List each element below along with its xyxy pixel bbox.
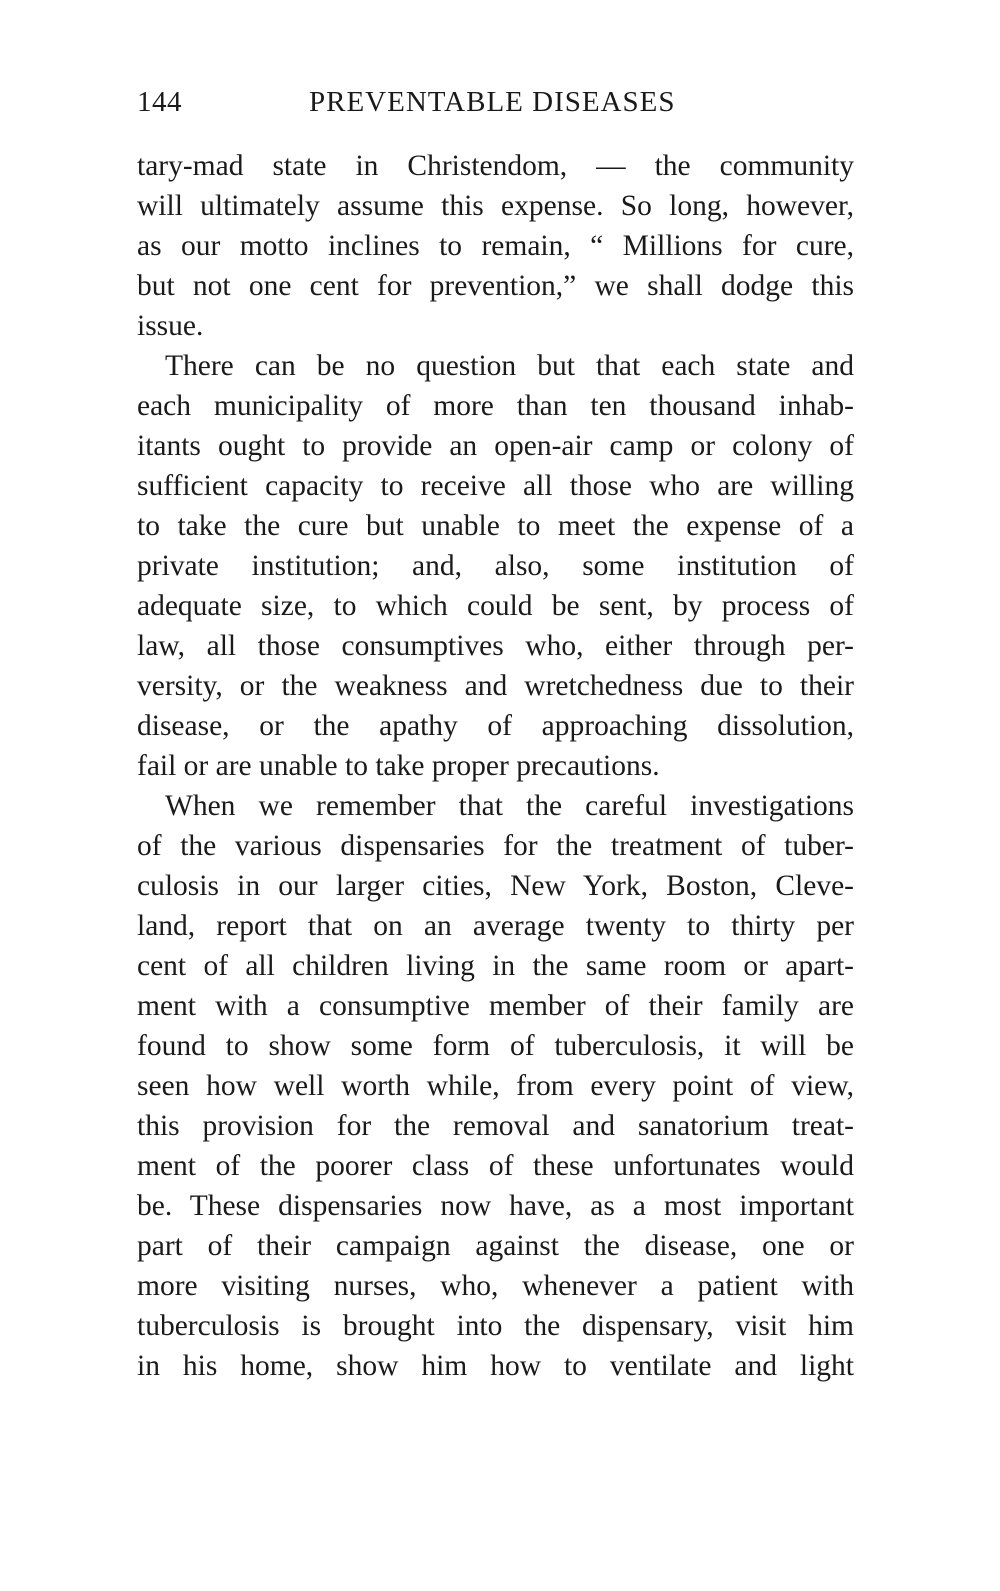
text-line: found to show some form of tuberculosis, it will be	[137, 1030, 854, 1062]
text-line: but not one cent for prevention,” we shall dodge this	[137, 270, 854, 302]
text-line: law, all those consumptives who, either through per-	[137, 630, 854, 662]
text-line: part of their campaign against the disease, one or	[137, 1230, 854, 1262]
page-number: 144	[137, 86, 182, 118]
text-line: as our motto inclines to remain, “ Millions for cure,	[137, 230, 854, 262]
text-line: seen how well worth while, from every point of view,	[137, 1070, 854, 1102]
text-line: When we remember that the careful investigations	[165, 790, 854, 822]
text-line: There can be no question but that each state and	[165, 350, 854, 382]
text-line: more visiting nurses, who, whenever a patient with	[137, 1270, 854, 1302]
text-line: versity, or the weakness and wretchedness due to their	[137, 670, 854, 702]
text-line: be. These dispensaries now have, as a most important	[137, 1190, 854, 1222]
text-line: itants ought to provide an open-air camp or colony of	[137, 430, 854, 462]
text-line: sufficient capacity to receive all those who are willing	[137, 470, 854, 502]
text-line: ment with a consumptive member of their family are	[137, 990, 854, 1022]
text-line: this provision for the removal and sanatorium treat-	[137, 1110, 854, 1142]
text-line: tuberculosis is brought into the dispensary, visit him	[137, 1310, 854, 1342]
text-line: culosis in our larger cities, New York, Boston, Cleve-	[137, 870, 854, 902]
text-line: will ultimately assume this expense. So long, however,	[137, 190, 854, 222]
text-line: land, report that on an average twenty to thirty per	[137, 910, 854, 942]
text-line: cent of all children living in the same room or apart-	[137, 950, 854, 982]
running-title: PREVENTABLE DISEASES	[309, 86, 676, 118]
text-line: private institution; and, also, some institution of	[137, 550, 854, 582]
text-line: in his home, show him how to ventilate and light	[137, 1350, 854, 1382]
text-line: tary-mad state in Christendom, — the community	[137, 150, 854, 182]
text-line: adequate size, to which could be sent, by process of	[137, 590, 854, 622]
text-line: to take the cure but unable to meet the expense of a	[137, 510, 854, 542]
running-head	[137, 86, 857, 126]
text-line: each municipality of more than ten thousand inhab-	[137, 390, 854, 422]
text-line: ment of the poorer class of these unfortunates would	[137, 1150, 854, 1182]
text-line: fail or are unable to take proper precautions.	[137, 750, 660, 782]
text-line: of the various dispensaries for the treatment of tuber-	[137, 830, 854, 862]
text-line: issue.	[137, 310, 204, 342]
body-text	[137, 146, 854, 1386]
text-line: disease, or the apathy of approaching dissolution,	[137, 710, 854, 742]
